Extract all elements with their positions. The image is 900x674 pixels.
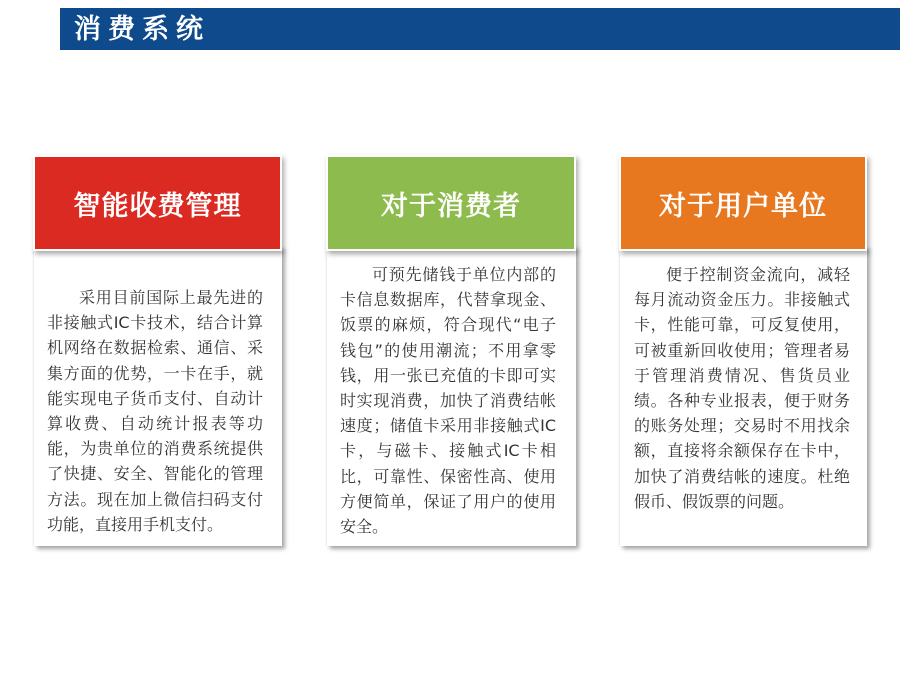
page-title: 消费系统 (74, 14, 210, 45)
card-2-heading: 对于消费者 (381, 190, 521, 222)
card-1-heading: 智能收费管理 (73, 190, 242, 222)
title-bar (60, 8, 900, 50)
card-3-text: 便于控制资金流向，减轻每月流动资金压力。非接触式卡，性能可靠，可反复使用，可被重新回收使用；管理者易于管理消费情况、售货员业绩。各种专业报表，便于财务的账务处理；交易时不用找余额，直接将余额保存在卡中，加快了消费结帐的速度。杜绝假币、假饭票的问题。 (634, 265, 850, 511)
card-3-heading: 对于用户单位 (659, 190, 827, 222)
card-3-header (619, 155, 867, 251)
card-1-text: 采用目前国际上最先进的非接触式IC卡技术，结合计算机网络在数据检索、通信、采集方面的优势，一卡在手，就能实现电子货币支付、自动计算收费、自动统计报表等功能，为贵单位的消费系统提供了快捷、安全、智能化的管理方法。现在加上微信扫码支付功能，直接用手机支付。 (47, 288, 263, 534)
card-2-text: 可预先储钱于单位内部的卡信息数据库，代替拿现金、饭票的麻烦，符合现代“电子钱包”的使用潮流；不用拿零钱，用一张已充值的卡即可实时实现消费，加快了消费结帐速度；储值卡采用非接触式IC卡，与磁卡、接触式IC卡相比，可靠性、保密性高、使用方便简单，保证了用户的使用安全。 (340, 265, 556, 537)
card-1-header (33, 155, 282, 251)
card-2-header (326, 155, 576, 251)
